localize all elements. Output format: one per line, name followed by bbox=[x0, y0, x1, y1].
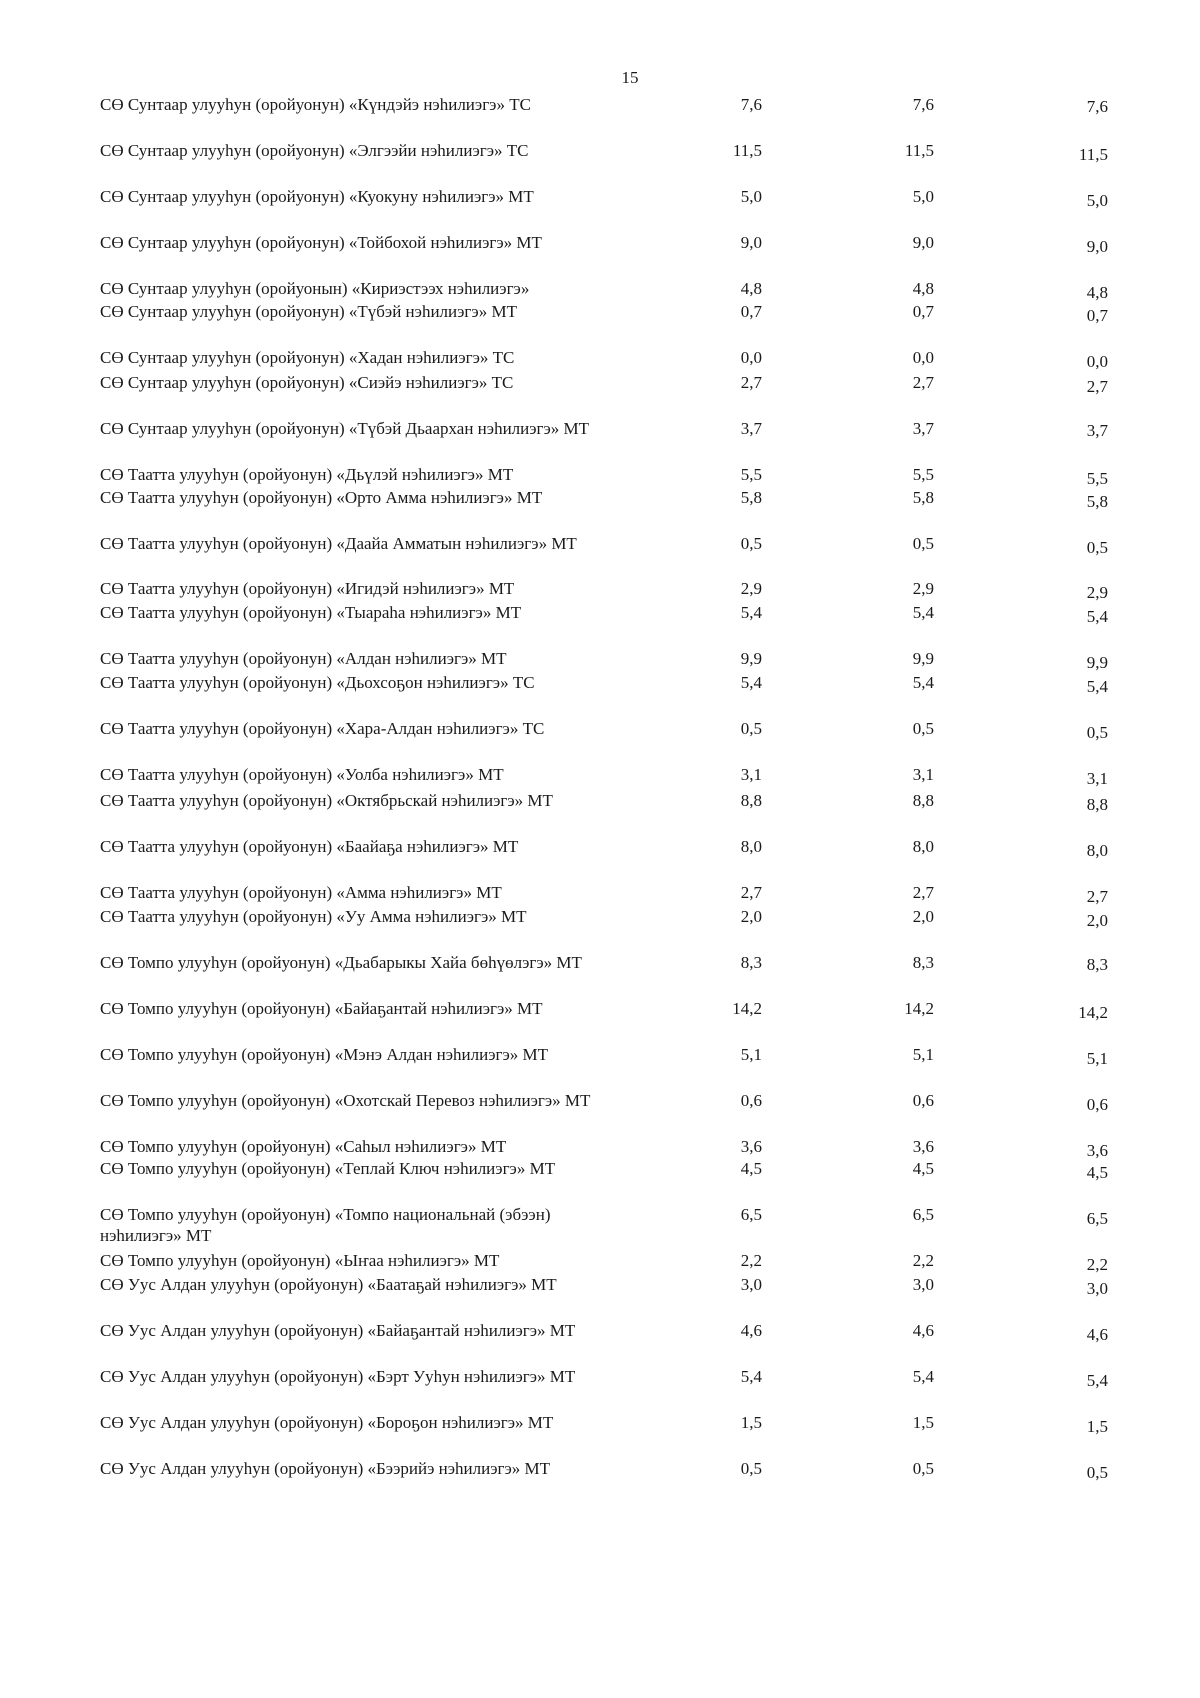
settlement-name: СӨ Уус Алдан улууһун (оройуонун) «Байаҕантай нэһилиэгэ» МТ bbox=[100, 1321, 576, 1340]
value-cell-v1: 5,4 bbox=[740, 603, 762, 622]
value-cell-v2: 0,5 bbox=[912, 1459, 934, 1478]
settlement-name: СӨ Томпо улууһун (оройуонун) «Байаҕантай нэһилиэгэ» МТ bbox=[100, 999, 543, 1018]
value-cell-v1: 2,2 bbox=[740, 1251, 762, 1270]
value-cell-v3: 5,1 bbox=[1086, 1049, 1108, 1068]
value-cell-v3: 5,4 bbox=[1086, 677, 1108, 696]
value-cell-v1: 5,4 bbox=[740, 673, 762, 692]
value-cell-v3: 5,5 bbox=[1086, 469, 1108, 488]
value-cell-v3: 3,0 bbox=[1086, 1279, 1108, 1298]
value-cell-v3: 3,1 bbox=[1086, 769, 1108, 788]
value-cell-v3: 2,7 bbox=[1086, 377, 1108, 396]
value-cell-v3: 8,8 bbox=[1086, 795, 1108, 814]
value-cell-v3: 1,5 bbox=[1086, 1417, 1108, 1436]
value-cell-v2: 8,8 bbox=[912, 791, 934, 810]
settlement-name: СӨ Томпо улууһун (оройуонун) «Теплай Ключ нэһилиэгэ» МТ bbox=[100, 1159, 556, 1178]
settlement-name: СӨ Сунтаар улууһун (оройуонун) «Күндэйэ нэһилиэгэ» ТС bbox=[100, 95, 531, 114]
value-cell-v3: 0,7 bbox=[1086, 306, 1108, 325]
value-cell-v1: 8,3 bbox=[740, 953, 762, 972]
settlement-name: СӨ Таатта улууһун (оройуонун) «Дьохсоҕон нэһилиэгэ» ТС bbox=[100, 673, 535, 692]
value-cell-v1: 2,7 bbox=[740, 373, 762, 392]
settlement-name: СӨ Сунтаар улууһун (оройуонун) «Куокуну нэһилиэгэ» МТ bbox=[100, 187, 534, 206]
settlement-name: СӨ Таатта улууһун (оройуонун) «Даайа Амматын нэһилиэгэ» МТ bbox=[100, 534, 577, 553]
value-cell-v1: 5,0 bbox=[740, 187, 762, 206]
value-cell-v1: 3,0 bbox=[740, 1275, 762, 1294]
value-cell-v1: 5,8 bbox=[740, 488, 762, 507]
value-cell-v2: 0,0 bbox=[912, 348, 934, 367]
settlement-name: СӨ Таатта улууһун (оройуонун) «Уу Амма нэһилиэгэ» МТ bbox=[100, 907, 527, 926]
value-cell-v1: 9,9 bbox=[740, 649, 762, 668]
settlement-name: СӨ Таатта улууһун (оройуонун) «Орто Амма нэһилиэгэ» МТ bbox=[100, 488, 543, 507]
value-cell-v3: 8,0 bbox=[1086, 841, 1108, 860]
settlement-name: СӨ Таатта улууһун (оройуонун) «Игидэй нэһилиэгэ» МТ bbox=[100, 579, 515, 598]
value-cell-v2: 2,7 bbox=[912, 883, 934, 902]
value-cell-v2: 8,3 bbox=[912, 953, 934, 972]
value-cell-v2: 7,6 bbox=[912, 95, 934, 114]
value-cell-v2: 5,4 bbox=[912, 673, 934, 692]
value-cell-v3: 14,2 bbox=[1078, 1003, 1108, 1022]
value-cell-v1: 9,0 bbox=[740, 233, 762, 252]
settlement-name: СӨ Томпо улууһун (оройуонун) «Мэнэ Алдан нэһилиэгэ» МТ bbox=[100, 1045, 549, 1064]
value-cell-v3: 4,5 bbox=[1086, 1163, 1108, 1182]
value-cell-v2: 14,2 bbox=[904, 999, 934, 1018]
value-cell-v2: 0,6 bbox=[912, 1091, 934, 1110]
settlement-name: СӨ Томпо улууһун (оройуонун) «Томпо национальнай (эбээн) нэһилиэгэ» МТ bbox=[100, 1205, 551, 1245]
value-cell-v3: 0,5 bbox=[1086, 1463, 1108, 1482]
settlement-name: СӨ Таатта улууһун (оройуонун) «Октябрьскай нэһилиэгэ» МТ bbox=[100, 791, 553, 810]
value-cell-v1: 14,2 bbox=[732, 999, 762, 1018]
value-cell-v1: 5,4 bbox=[740, 1367, 762, 1386]
value-cell-v2: 2,0 bbox=[912, 907, 934, 926]
value-cell-v2: 6,5 bbox=[912, 1205, 934, 1224]
value-cell-v2: 4,5 bbox=[912, 1159, 934, 1178]
value-cell-v1: 2,0 bbox=[740, 907, 762, 926]
value-cell-v2: 5,4 bbox=[912, 1367, 934, 1386]
settlement-name: СӨ Томпо улууһун (оройуонун) «Охотскай Перевоз нэһилиэгэ» МТ bbox=[100, 1091, 591, 1110]
value-cell-v1: 2,9 bbox=[740, 579, 762, 598]
value-cell-v1: 5,5 bbox=[740, 465, 762, 484]
value-cell-v3: 5,0 bbox=[1086, 191, 1108, 210]
value-cell-v1: 11,5 bbox=[732, 141, 762, 160]
value-cell-v1: 4,6 bbox=[740, 1321, 762, 1340]
settlement-name: СӨ Уус Алдан улууһун (оройуонун) «Бээрийэ нэһилиэгэ» МТ bbox=[100, 1459, 551, 1478]
value-cell-v3: 7,6 bbox=[1086, 97, 1108, 116]
settlement-name: СӨ Сунтаар улууһун (оройуонун) «Хадан нэһилиэгэ» ТС bbox=[100, 348, 515, 367]
value-cell-v2: 1,5 bbox=[912, 1413, 934, 1432]
value-cell-v1: 8,8 bbox=[740, 791, 762, 810]
value-cell-v2: 5,0 bbox=[912, 187, 934, 206]
value-cell-v1: 1,5 bbox=[740, 1413, 762, 1432]
settlement-name: СӨ Томпо улууһун (оройуонун) «Дьабарыкы Хайа бөһүөлэгэ» МТ bbox=[100, 953, 582, 972]
value-cell-v1: 0,5 bbox=[740, 534, 762, 553]
settlement-name: СӨ Таатта улууһун (оройуонун) «Уолба нэһилиэгэ» МТ bbox=[100, 765, 504, 784]
value-cell-v2: 3,0 bbox=[912, 1275, 934, 1294]
value-cell-v2: 0,5 bbox=[912, 719, 934, 738]
value-cell-v1: 5,1 bbox=[740, 1045, 762, 1064]
value-cell-v2: 9,0 bbox=[912, 233, 934, 252]
settlement-name: СӨ Таатта улууһун (оройуонун) «Амма нэһилиэгэ» МТ bbox=[100, 883, 502, 902]
value-cell-v3: 9,9 bbox=[1086, 653, 1108, 672]
value-cell-v2: 3,6 bbox=[912, 1137, 934, 1156]
value-cell-v3: 6,5 bbox=[1086, 1209, 1108, 1228]
value-cell-v2: 8,0 bbox=[912, 837, 934, 856]
value-cell-v3: 0,6 bbox=[1086, 1095, 1108, 1114]
settlement-name: СӨ Таатта улууһун (оройуонун) «Тыараһа нэһилиэгэ» МТ bbox=[100, 603, 522, 622]
value-cell-v3: 11,5 bbox=[1078, 145, 1108, 164]
page-number: 15 bbox=[621, 68, 639, 87]
settlement-name: СӨ Сунтаар улууһун (оройуонун) «Тойбохой нэһилиэгэ» МТ bbox=[100, 233, 542, 252]
value-cell-v3: 3,7 bbox=[1086, 421, 1108, 440]
value-cell-v2: 0,5 bbox=[912, 534, 934, 553]
settlement-name: СӨ Сунтаар улууһун (оройуонун) «Сиэйэ нэһилиэгэ» ТС bbox=[100, 373, 514, 392]
settlement-name: СӨ Сунтаар улууһун (оройуонун) «Элгээйи нэһилиэгэ» ТС bbox=[100, 141, 529, 160]
value-cell-v2: 3,1 bbox=[912, 765, 934, 784]
settlement-name: СӨ Таатта улууһун (оройуонун) «Алдан нэһилиэгэ» МТ bbox=[100, 649, 507, 668]
value-cell-v1: 4,5 bbox=[740, 1159, 762, 1178]
value-cell-v2: 5,8 bbox=[912, 488, 934, 507]
settlement-name: СӨ Таатта улууһун (оройуонун) «Дьүлэй нэһилиэгэ» МТ bbox=[100, 465, 514, 484]
value-cell-v1: 0,6 bbox=[740, 1091, 762, 1110]
settlement-name: СӨ Таатта улууһун (оройуонун) «Баайаҕа нэһилиэгэ» МТ bbox=[100, 837, 519, 856]
value-cell-v1: 6,5 bbox=[740, 1205, 762, 1224]
settlement-name: СӨ Томпо улууһун (оройуонун) «Саһыл нэһилиэгэ» МТ bbox=[100, 1137, 507, 1156]
value-cell-v2: 4,8 bbox=[912, 279, 934, 298]
value-cell-v3: 0,5 bbox=[1086, 538, 1108, 557]
settlement-name: СӨ Таатта улууһун (оройуонун) «Хара-Алдан нэһилиэгэ» ТС bbox=[100, 719, 545, 738]
value-cell-v3: 8,3 bbox=[1086, 955, 1108, 974]
value-cell-v2: 5,5 bbox=[912, 465, 934, 484]
value-cell-v3: 5,8 bbox=[1086, 492, 1108, 511]
value-cell-v1: 7,6 bbox=[740, 95, 762, 114]
value-cell-v2: 2,7 bbox=[912, 373, 934, 392]
value-cell-v3: 4,8 bbox=[1086, 283, 1108, 302]
value-cell-v2: 3,7 bbox=[912, 419, 934, 438]
settlement-name: СӨ Сунтаар улууһун (оройуонун) «Түбэй нэһилиэгэ» МТ bbox=[100, 302, 517, 321]
value-cell-v2: 5,4 bbox=[912, 603, 934, 622]
value-cell-v1: 3,6 bbox=[740, 1137, 762, 1156]
value-cell-v1: 0,7 bbox=[740, 302, 762, 321]
settlement-name: СӨ Уус Алдан улууһун (оройуонун) «Баатаҕай нэһилиэгэ» МТ bbox=[100, 1275, 557, 1294]
settlement-name: СӨ Уус Алдан улууһун (оройуонун) «Бороҕон нэһилиэгэ» МТ bbox=[100, 1413, 554, 1432]
value-cell-v2: 4,6 bbox=[912, 1321, 934, 1340]
value-cell-v1: 8,0 bbox=[740, 837, 762, 856]
value-cell-v1: 2,7 bbox=[740, 883, 762, 902]
value-cell-v3: 0,5 bbox=[1086, 723, 1108, 742]
value-cell-v3: 5,4 bbox=[1086, 1371, 1108, 1390]
value-cell-v1: 0,0 bbox=[740, 348, 762, 367]
value-cell-v3: 0,0 bbox=[1086, 352, 1108, 371]
value-cell-v3: 2,9 bbox=[1086, 583, 1108, 602]
value-cell-v2: 0,7 bbox=[912, 302, 934, 321]
value-cell-v3: 9,0 bbox=[1086, 237, 1108, 256]
value-cell-v1: 4,8 bbox=[740, 279, 762, 298]
value-cell-v1: 3,1 bbox=[740, 765, 762, 784]
settlement-name: СӨ Сунтаар улууһун (оройуонын) «Кириэстээх нэһилиэгэ» bbox=[100, 279, 530, 298]
value-cell-v3: 2,0 bbox=[1086, 911, 1108, 930]
settlement-name: СӨ Сунтаар улууһун (оройуонун) «Түбэй Дьаархан нэһилиэгэ» МТ bbox=[100, 419, 590, 438]
value-cell-v2: 2,2 bbox=[912, 1251, 934, 1270]
value-cell-v2: 9,9 bbox=[912, 649, 934, 668]
value-cell-v1: 0,5 bbox=[740, 719, 762, 738]
value-cell-v3: 2,7 bbox=[1086, 887, 1108, 906]
value-cell-v3: 4,6 bbox=[1086, 1325, 1108, 1344]
value-cell-v2: 5,1 bbox=[912, 1045, 934, 1064]
settlement-name: СӨ Уус Алдан улууһун (оройуонун) «Бэрт Ууһун нэһилиэгэ» МТ bbox=[100, 1367, 576, 1386]
value-cell-v3: 2,2 bbox=[1086, 1255, 1108, 1274]
value-cell-v2: 11,5 bbox=[904, 141, 934, 160]
value-cell-v3: 3,6 bbox=[1086, 1141, 1108, 1160]
value-cell-v1: 3,7 bbox=[740, 419, 762, 438]
settlement-name: СӨ Томпо улууһун (оройуонун) «Ыҥаа нэһилиэгэ» МТ bbox=[100, 1251, 500, 1270]
value-cell-v1: 0,5 bbox=[740, 1459, 762, 1478]
value-cell-v3: 5,4 bbox=[1086, 607, 1108, 626]
value-cell-v2: 2,9 bbox=[912, 579, 934, 598]
